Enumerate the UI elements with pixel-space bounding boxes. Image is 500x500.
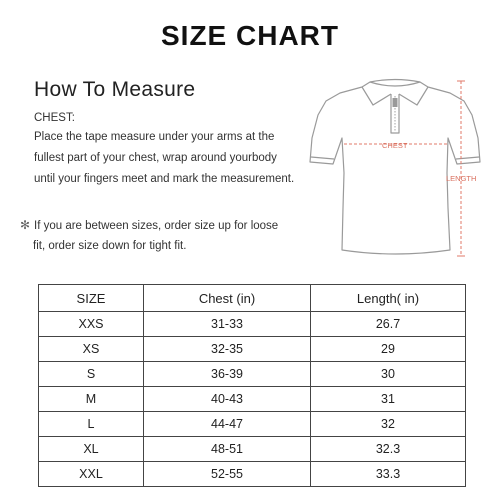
table-row <box>39 387 466 412</box>
polo-shirt-diagram <box>290 78 500 268</box>
asterisk-icon: ✻ <box>20 218 31 232</box>
sizing-note <box>20 215 310 256</box>
table-header-row <box>39 285 466 312</box>
how-to-measure-heading: How To Measure <box>34 78 196 101</box>
column-header-chest: Chest (in) <box>144 285 311 312</box>
chest-cell: 32-35 <box>144 337 311 362</box>
note-line: fit, order size down for tight fit. <box>33 240 187 252</box>
table-row <box>39 312 466 337</box>
chest-instruction-label: CHEST: <box>34 112 75 124</box>
chest-instructions <box>34 127 314 190</box>
column-header-size: SIZE <box>39 285 144 312</box>
column-header-length: Length( in) <box>311 285 466 312</box>
table-row <box>39 437 466 462</box>
size-cell: XXL <box>39 462 144 487</box>
size-cell: XL <box>39 437 144 462</box>
chest-cell: 40-43 <box>144 387 311 412</box>
table-row <box>39 462 466 487</box>
size-cell: XXS <box>39 312 144 337</box>
size-cell: S <box>39 362 144 387</box>
table-row <box>39 362 466 387</box>
size-cell: XS <box>39 337 144 362</box>
diagram-length-label: LENGTH <box>446 174 477 183</box>
chest-cell: 52-55 <box>144 462 311 487</box>
length-cell: 33.3 <box>311 462 466 487</box>
table-row <box>39 337 466 362</box>
chest-instruction-line: Place the tape measure under your arms at the <box>34 131 275 143</box>
length-cell: 29 <box>311 337 466 362</box>
chest-cell: 48-51 <box>144 437 311 462</box>
chest-instruction-line: fullest part of your chest, wrap around yourbody <box>34 152 277 164</box>
length-cell: 32.3 <box>311 437 466 462</box>
table-row <box>39 412 466 437</box>
note-line: If you are between sizes, order size up for loose <box>34 220 279 232</box>
chest-cell: 44-47 <box>144 412 311 437</box>
size-table <box>38 284 466 487</box>
length-cell: 26.7 <box>311 312 466 337</box>
size-cell: M <box>39 387 144 412</box>
chest-instruction-line: until your fingers meet and mark the measurement. <box>34 173 295 185</box>
diagram-chest-label: CHEST <box>382 141 408 150</box>
chest-cell: 31-33 <box>144 312 311 337</box>
zipper-pull <box>393 98 398 107</box>
chest-cell: 36-39 <box>144 362 311 387</box>
page-title: SIZE CHART <box>161 20 339 51</box>
size-cell: L <box>39 412 144 437</box>
length-cell: 30 <box>311 362 466 387</box>
length-cell: 31 <box>311 387 466 412</box>
length-cell: 32 <box>311 412 466 437</box>
